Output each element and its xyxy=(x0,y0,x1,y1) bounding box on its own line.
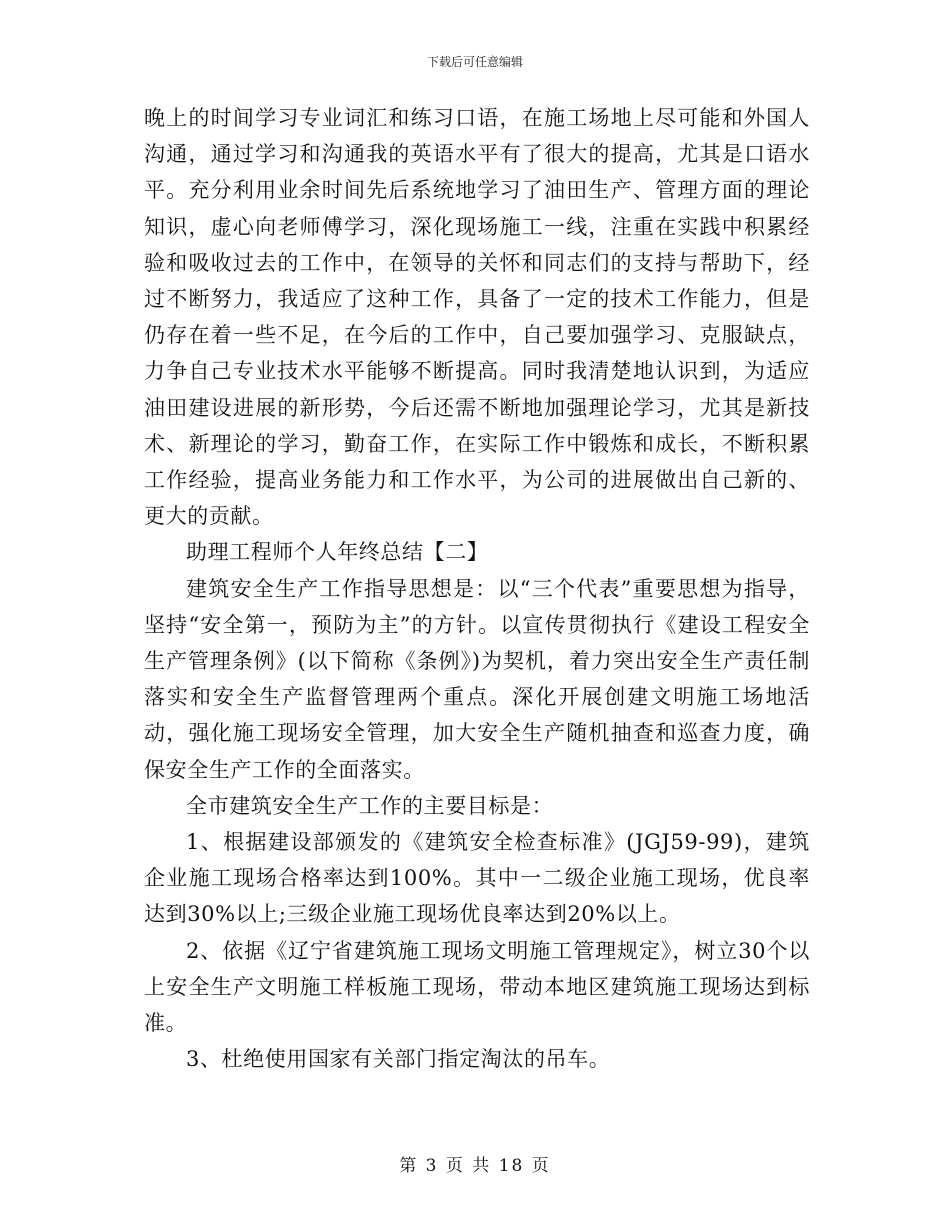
page-number: 第 3 页 共 18 页 xyxy=(399,1156,551,1176)
paragraph-2: 建筑安全生产工作指导思想是：以“三个代表”重要思想为指导，坚持“安全第一，预防为主”的方针。以宣传贯彻执行《建设工程安全生产管理条例》(以下简称《条例》)为契机，着力突出安全生产责任制落实和安全生产监督管理两个重点。深化开展创建文明施工场地活动，强化施工现场安全管理，加大安全生产随机抽查和巡查力度，确保安全生产工作的全面落实。 xyxy=(144,576,810,782)
section-heading: 助理工程师个人年终总结【二】 xyxy=(186,540,489,565)
document-body xyxy=(144,100,810,1077)
page-header: 下载后可任意编辑 xyxy=(426,55,523,69)
list-item-2: 2、依据《辽宁省建筑施工现场文明施工管理规定》，树立30个以上安全生产文明施工样板施工现场，带动本地区建筑施工现场达到标准。 xyxy=(144,938,810,1036)
list-item-3: 3、杜绝使用国家有关部门指定淘汰的吊车。 xyxy=(186,1047,611,1072)
list-item-1: 1、根据建设部颁发的《建筑安全检查标准》(JGJ59-99)，建筑企业施工现场合格率达到100%。其中一二级企业施工现场，优良率达到30%以上;三级企业施工现场优良率达到20%以上。 xyxy=(144,830,810,927)
paragraph-3: 全市建筑安全生产工作的主要目标是： xyxy=(186,793,554,818)
paragraph-1: 晚上的时间学习专业词汇和练习口语，在施工场地上尽可能和外国人沟通，通过学习和沟通我的英语水平有了很大的提高，尤其是口语水平。充分利用业余时间先后系统地学习了油田生产、管理方面的理论知识，虚心向老师傅学习，深化现场施工一线，注重在实践中积累经验和吸收过去的工作中，在领导的关怀和同志们的支持与帮助下，经过不断努力，我适应了这种工作，具备了一定的技术工作能力，但是仍存在着一些不足，在今后的工作中，自己要加强学习、克服缺点，力争自己专业技术水平能够不断提高。同时我清楚地认识到，为适应油田建设进展的新形势，今后还需不断地加强理论学习，尤其是新技术、新理论的学习，勤奋工作，在实际工作中锻炼和成长，不断积累工作经验，提高业务能力和工作水平，为公司的进展做出自己新的、更大的贡献。 xyxy=(144,106,810,529)
